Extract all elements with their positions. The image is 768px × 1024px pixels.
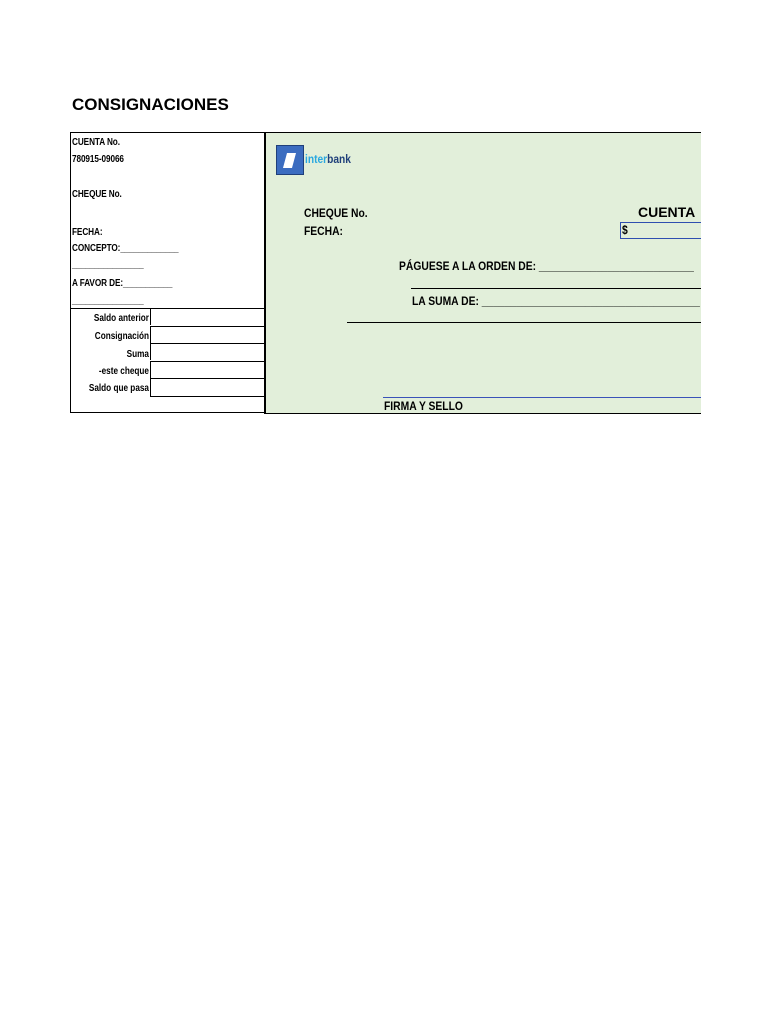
- amount-input[interactable]: [620, 222, 701, 239]
- stub-fecha-label: FECHA:: [72, 227, 103, 238]
- ledger-input-consignacion[interactable]: [150, 326, 265, 343]
- cheque-body: [264, 132, 701, 414]
- stub-cuenta-label: CUENTA No.: [72, 137, 120, 148]
- cheque-fecha-label: FECHA:: [304, 224, 343, 238]
- ledger-label-saldo-anterior: Saldo anterior: [93, 313, 149, 324]
- firma-label: FIRMA Y SELLO: [384, 399, 463, 413]
- cheque-number-label: CHEQUE No.: [304, 206, 368, 220]
- stub-concepto-field[interactable]: CONCEPTO:_____________: [72, 243, 179, 254]
- suma-field[interactable]: LA SUMA DE: ______________________________________: [412, 294, 700, 308]
- dollar-sign: $: [622, 223, 628, 237]
- ledger-label-consignacion: Consignación: [94, 331, 149, 342]
- logo-bank-text: bank: [327, 152, 351, 166]
- ledger-input-suma[interactable]: [150, 343, 265, 360]
- ledger-input-saldo-anterior[interactable]: [150, 308, 265, 325]
- ledger-input-este-cheque[interactable]: [150, 361, 265, 378]
- ledger-label-saldo-que-pasa: Saldo que pasa: [88, 383, 149, 394]
- signature-line[interactable]: [383, 397, 701, 398]
- stub-concepto-line[interactable]: ________________: [72, 259, 144, 270]
- ledger-input-saldo-que-pasa[interactable]: [150, 378, 265, 397]
- ledger-label-este-cheque: -este cheque: [98, 366, 149, 377]
- stub-favor-field[interactable]: A FAVOR DE:___________: [72, 278, 173, 289]
- interbank-logo-icon: [276, 145, 304, 175]
- paguese-continuation-line[interactable]: [411, 288, 701, 289]
- cheque-cuenta-label: CUENTA: [638, 204, 696, 220]
- interbank-logo-text: [305, 152, 351, 166]
- ledger-label-suma: Suma: [126, 349, 149, 360]
- stub-favor-line[interactable]: ________________: [72, 295, 144, 306]
- stub-cuenta-value: 780915-09066: [72, 154, 124, 165]
- suma-continuation-line[interactable]: [347, 322, 701, 323]
- logo-inter-text: inter: [305, 152, 328, 166]
- page-title: CONSIGNACIONES: [72, 95, 229, 114]
- stub-cheque-label: CHEQUE No.: [72, 189, 122, 200]
- paguese-field[interactable]: PÁGUESE A LA ORDEN DE: ___________________________: [399, 259, 694, 273]
